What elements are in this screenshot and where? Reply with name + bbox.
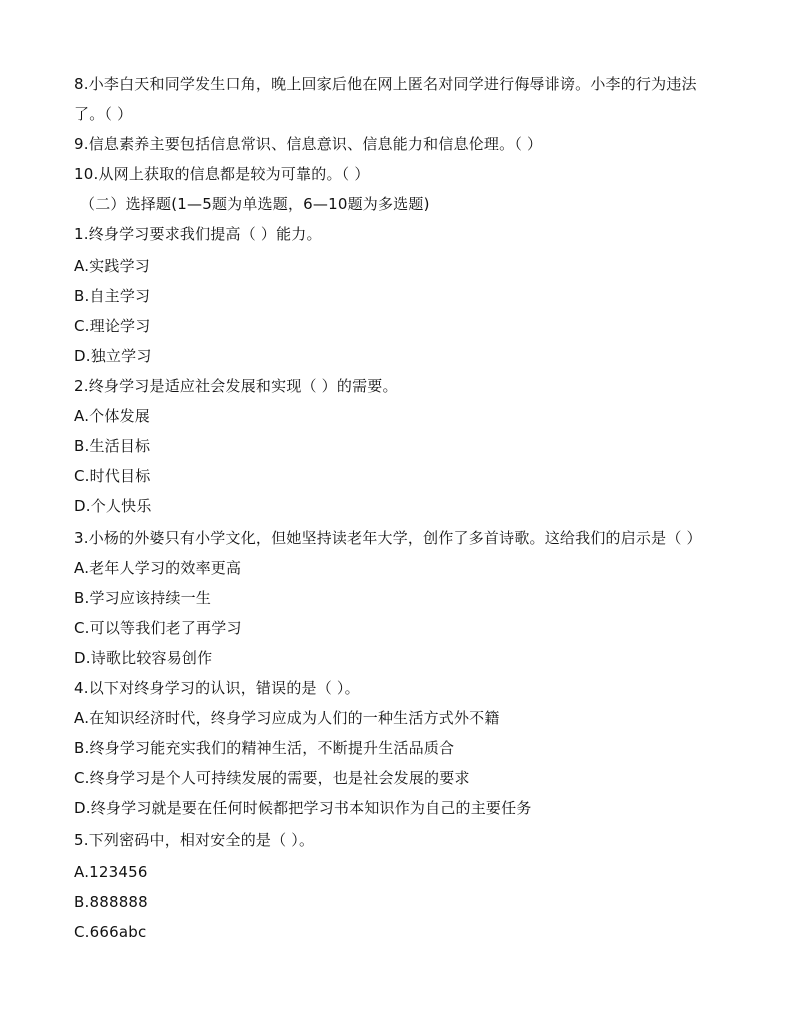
option-item: C.终身学习是个人可持续发展的需要，也是社会发展的要求 [74,769,470,787]
option-item: D.独立学习 [74,347,152,365]
question-8-text: 8.小李白天和同学发生口角，晚上回家后他在网上匿名对同学进行侮辱诽谤。小李的行为违法 [74,75,697,93]
option-item: A.123456 [74,863,148,881]
option-item: C.时代目标 [74,467,151,485]
option-item: B.自主学习 [74,287,151,305]
option-item: A.实践学习 [74,257,150,275]
option-item: C.666abc [74,923,147,941]
option-item: A.个体发展 [74,407,150,425]
choice-question-2: 2.终身学习是适应社会发展和实现（ ）的需要。 [74,377,398,395]
option-item: C.可以等我们老了再学习 [74,619,242,637]
question-8-text-cont: 了。（ ） [74,105,133,123]
choice-question-3: 3.小杨的外婆只有小学文化，但她坚持读老年大学，创作了多首诗歌。这给我们的启示是（ ） [74,529,702,547]
option-item: D.诗歌比较容易创作 [74,649,213,667]
choice-question-4: 4.以下对终身学习的认识，错误的是（ ）。 [74,679,360,697]
option-item: A.在知识经济时代，终身学习应成为人们的一种生活方式外不籍 [74,709,500,727]
option-item: A.老年人学习的效率更高 [74,559,242,577]
option-item: C.理论学习 [74,317,151,335]
option-item: B.生活目标 [74,437,151,455]
option-item: D.个人快乐 [74,497,152,515]
section-heading-choice: （二）选择题(1—5题为单选题，6—10题为多选题) [80,195,430,213]
choice-question-1: 1.终身学习要求我们提高（ ）能力。 [74,225,322,243]
option-item: B.888888 [74,893,148,911]
option-item: D.终身学习就是要在任何时候都把学习书本知识作为自己的主要任务 [74,799,532,817]
option-item: B.学习应该持续一生 [74,589,212,607]
choice-question-5: 5.下列密码中，相对安全的是（ ）。 [74,831,315,849]
question-9-text: 9.信息素养主要包括信息常识、信息意识、信息能力和信息伦理。（ ） [74,135,543,153]
option-item: B.终身学习能充实我们的精神生活，不断提升生活品质合 [74,739,455,757]
question-10-text: 10.从网上获取的信息都是较为可靠的。（ ） [74,165,370,183]
